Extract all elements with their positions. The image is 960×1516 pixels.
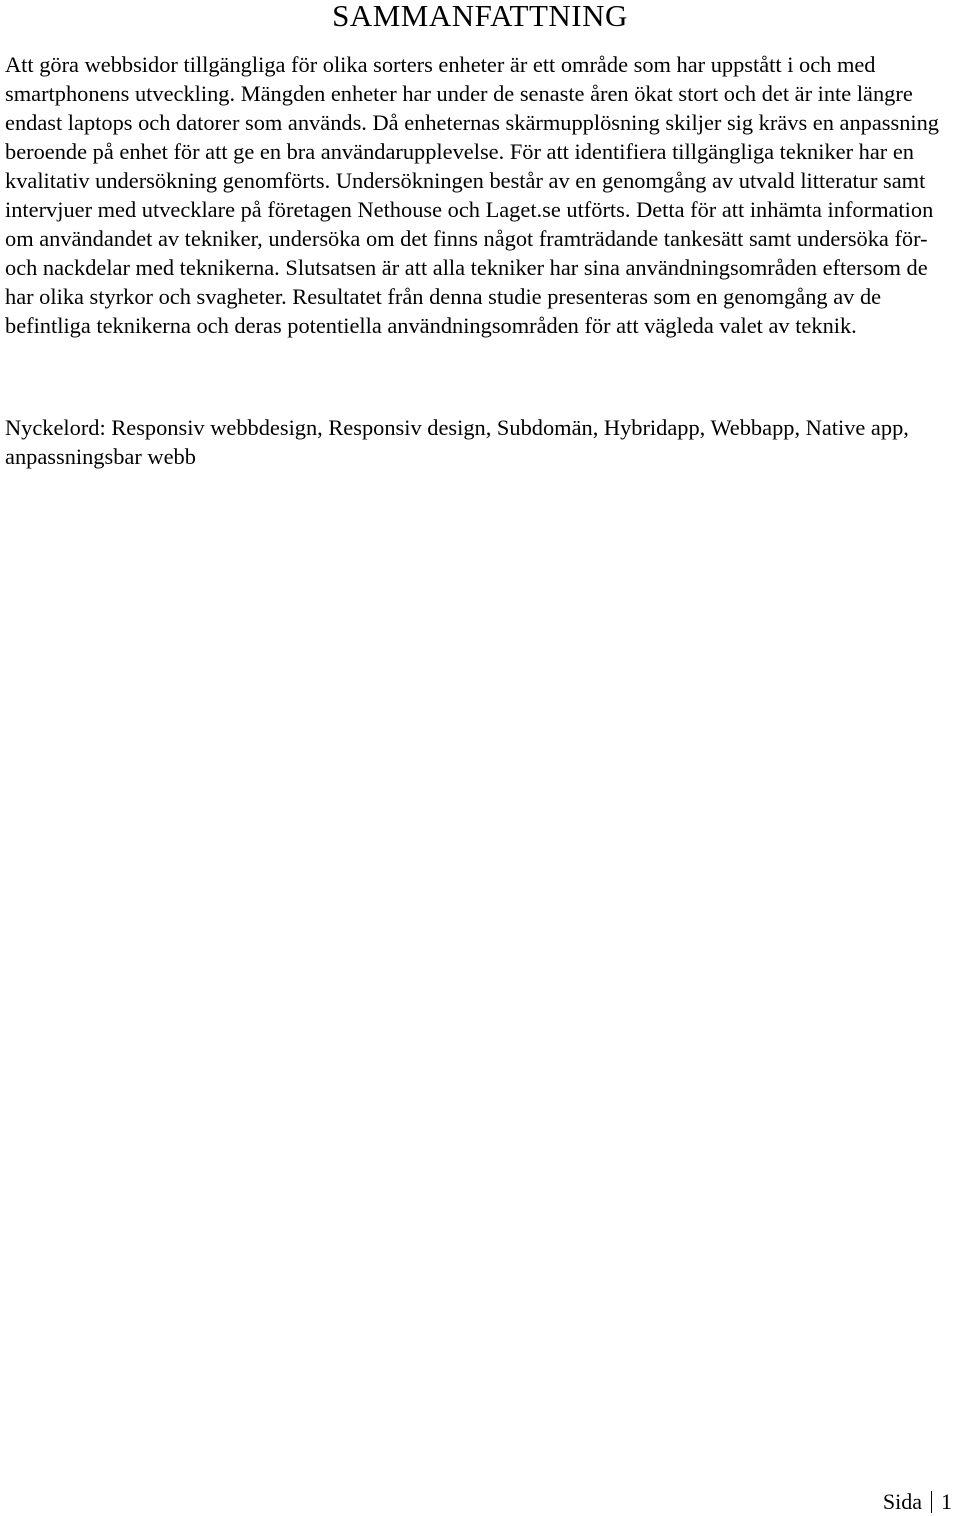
abstract-sentence: Slutsatsen är att alla tekniker har sina användningsområden eftersom de har olika styrkor och svagheter. bbox=[5, 255, 928, 309]
keywords-line: Nyckelord: Responsiv webbdesign, Responsiv design, Subdomän, Hybridapp, Webbapp, Native app, anpassningsbar webb bbox=[5, 415, 909, 469]
page-number: 1 bbox=[941, 1489, 952, 1514]
abstract-sentence: För att identifiera tillgängliga tekniker har en kvalitativ undersökning genomförts. bbox=[5, 139, 914, 193]
abstract-sentence: Resultatet från denna studie presenteras som en genomgång av de befintliga teknikerna och deras potentiella användningsområden för att vägleda valet av teknik. bbox=[5, 284, 882, 338]
abstract-sentence: Mängden enheter har under de senaste åren ökat stort och det är inte längre endast laptops och datorer som används. bbox=[5, 81, 913, 135]
abstract-paragraph bbox=[5, 50, 957, 340]
page-label: Sida bbox=[882, 1489, 922, 1514]
abstract-sentence: Undersökningen består av en genomgång av utvald litteratur samt intervjuer med utvecklare på företagen Nethouse och Laget.se utförts. bbox=[5, 168, 926, 222]
footer-divider bbox=[931, 1491, 932, 1513]
page-title: SAMMANFATTNING bbox=[332, 0, 628, 33]
abstract-sentence: Att göra webbsidor tillgängliga för olika sorters enheter är ett område som har uppstått i och med smartphonens utveckling. bbox=[5, 52, 876, 106]
page-footer bbox=[883, 1488, 952, 1516]
abstract-sentence: Detta för att inhämta information om användandet av tekniker, undersöka om det finns något framträdande tankesätt samt undersöka för- och nackdelar med teknikerna. bbox=[5, 197, 934, 280]
abstract-sentence: Då enheternas skärmupplösning skiljer sig krävs en anpassning beroende på enhet för att ge en bra användarupplevelse. bbox=[5, 110, 940, 164]
